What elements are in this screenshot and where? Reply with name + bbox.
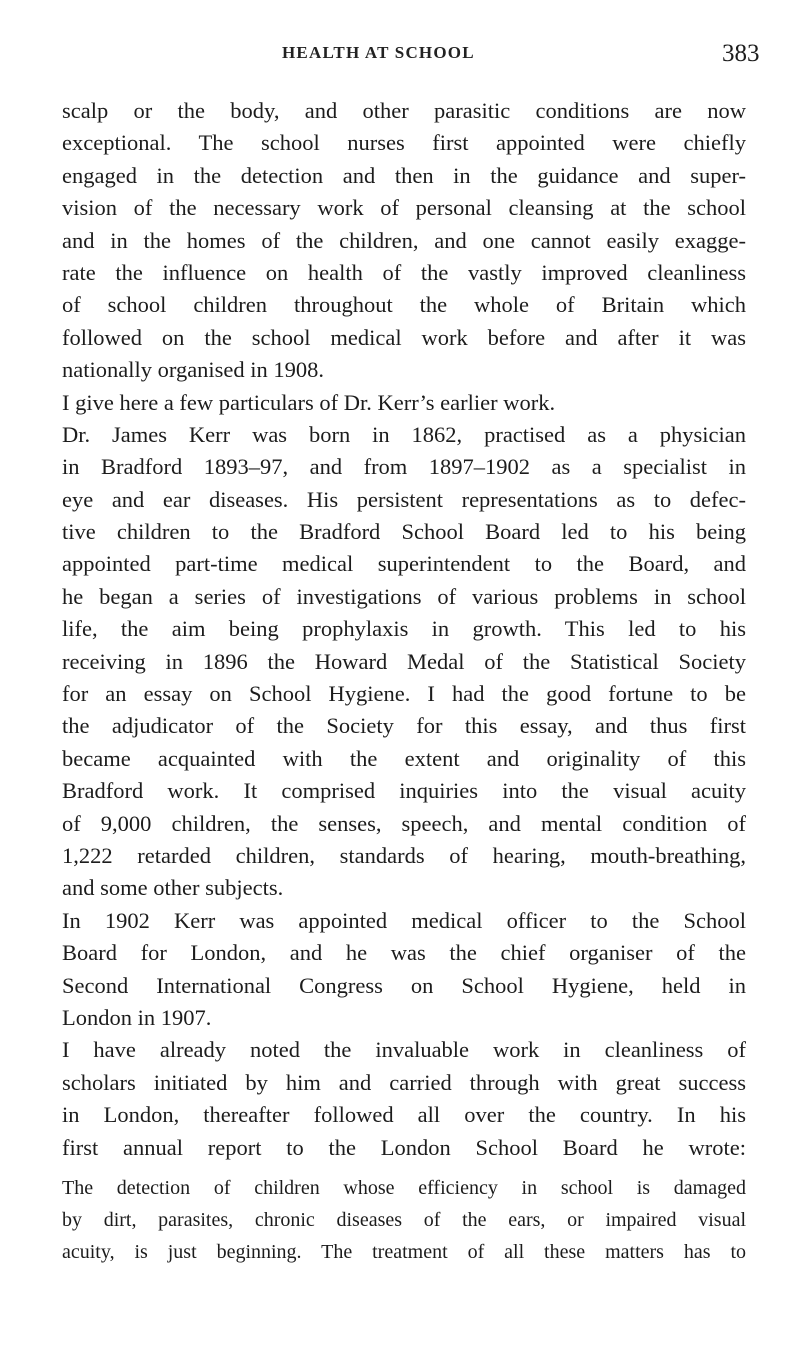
text-line: of 9,000 children, the senses, speech, and mental condition of	[62, 810, 746, 836]
text-line: eye and ear diseases. His persistent representations as to defec-	[62, 486, 746, 512]
text-line: Second International Congress on School Hygiene, held in	[62, 972, 746, 998]
text-line: and in the homes of the children, and one cannot easily exagge-	[62, 227, 746, 253]
page-number: 383	[722, 40, 760, 67]
text-line: life, the aim being prophylaxis in growth. This led to his	[62, 616, 746, 642]
text-line: receiving in 1896 the Howard Medal of the Statistical Society	[62, 648, 746, 674]
text-line: tive children to the Bradford School Board led to his being	[62, 519, 746, 545]
text-line: appointed part-time medical superintendent to the Board, and	[62, 551, 746, 577]
paragraph	[62, 905, 746, 1035]
paragraph	[62, 95, 746, 387]
quote-line: acuity, is just beginning. The treatment of all these matters has to	[62, 1241, 746, 1263]
running-head	[0, 40, 800, 70]
text-line: I give here a few particulars of Dr. Kerr’s earlier work.	[62, 389, 556, 415]
text-line: nationally organised in 1908.	[62, 357, 325, 383]
text-line: Bradford work. It comprised inquiries into the visual acuity	[62, 778, 746, 804]
quote-line: The detection of children whose efficiency in school is damaged	[62, 1177, 746, 1199]
text-line: Dr. James Kerr was born in 1862, practised as a physician	[62, 421, 746, 447]
paragraph	[62, 419, 746, 905]
quote-line: by dirt, parasites, chronic diseases of the ears, or impaired visual	[62, 1209, 746, 1231]
running-head-title: HEALTH AT SCHOOL	[282, 43, 475, 62]
text-line: he began a series of investigations of various problems in school	[62, 583, 746, 609]
text-line: followed on the school medical work before and after it was	[62, 324, 746, 350]
text-line: of school children throughout the whole of Britain which	[62, 292, 746, 318]
body-text	[62, 95, 746, 1164]
text-line: Board for London, and he was the chief organiser of the	[62, 940, 746, 966]
paragraph	[62, 387, 746, 419]
text-line: In 1902 Kerr was appointed medical officer to the School	[62, 907, 746, 933]
text-line: scholars initiated by him and carried through with great success	[62, 1069, 746, 1095]
text-line: in Bradford 1893–97, and from 1897–1902 as a specialist in	[62, 454, 746, 480]
text-line: the adjudicator of the Society for this essay, and thus first	[62, 713, 746, 739]
text-line: exceptional. The school nurses first appointed were chiefly	[62, 130, 746, 156]
text-line: rate the influence on health of the vastly improved cleanliness	[62, 259, 746, 285]
text-line: became acquainted with the extent and originality of this	[62, 745, 746, 771]
text-line: London in 1907.	[62, 1004, 212, 1030]
text-line: first annual report to the London School Board he wrote:	[62, 1134, 746, 1160]
quote-paragraph	[62, 1172, 746, 1268]
text-line: in London, thereafter followed all over the country. In his	[62, 1102, 746, 1128]
text-line: for an essay on School Hygiene. I had the good fortune to be	[62, 681, 746, 707]
paragraph	[62, 1034, 746, 1164]
block-quote	[62, 1172, 746, 1268]
text-line: I have already noted the invaluable work in cleanliness of	[62, 1037, 746, 1063]
text-line: 1,222 retarded children, standards of hearing, mouth-breathing,	[62, 842, 746, 868]
text-line: scalp or the body, and other parasitic conditions are now	[62, 98, 746, 123]
text-line: and some other subjects.	[62, 875, 284, 901]
text-line: engaged in the detection and then in the guidance and super-	[62, 162, 746, 188]
text-line: vision of the necessary work of personal cleansing at the school	[62, 195, 746, 221]
